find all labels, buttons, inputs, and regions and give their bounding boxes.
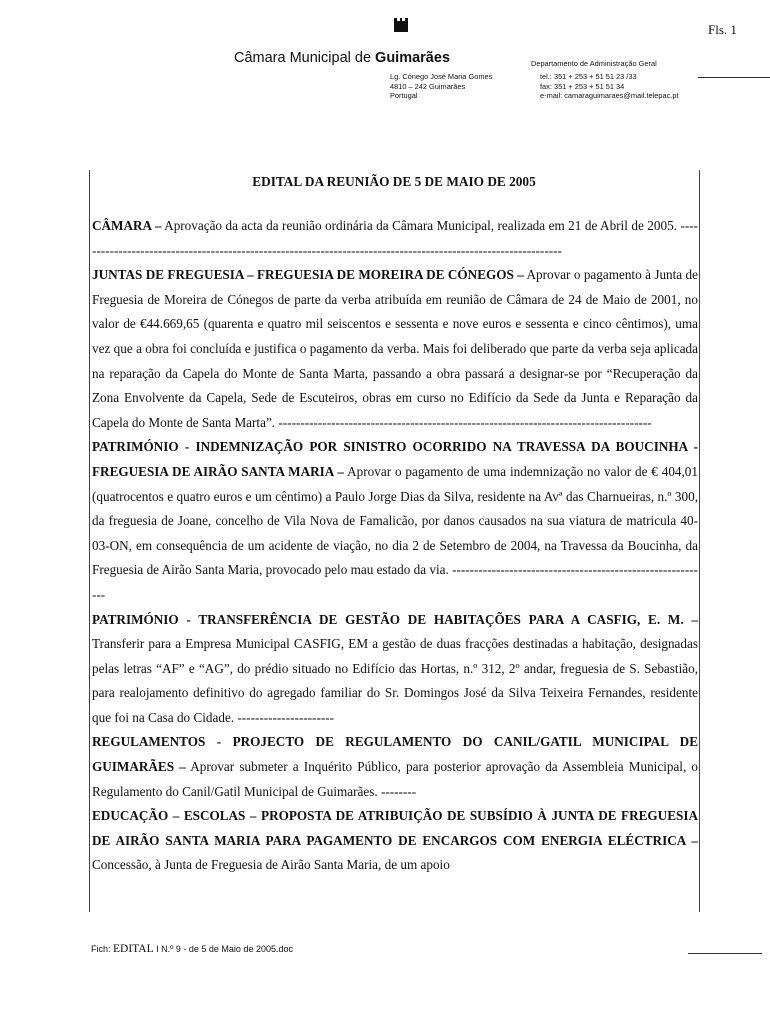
section-text: Aprovar o pagamento de uma indemnização no valor de € 404,01 (quatrocentos e quatro euros e um cêntimo) a Paulo Jorge Dias da Silva, residente na Avª das Charnueiras, n.º 300, da freguesia de Joane, concelho de Vila Nova de Famalicão, por danos causados na sua viatura de matricula 40-03-ON, em consequência de um acidente de viação, no dia 2 de Setembro de 2004, na Travessa da Boucinha, da Freguesia de Airão Santa Maria, provocado pelo mau estado da via. ----------------------------------------------------------- bbox=[92, 463, 698, 602]
left-margin-rule bbox=[89, 170, 90, 912]
castle-logo-icon bbox=[394, 18, 408, 32]
header-rule bbox=[698, 77, 770, 78]
section-text: Aprovação da acta da reunião ordinária da Câmara Municipal, realizada em 21 de Abril de 2005. --------------------------------------------------------------------------------------------------------------- bbox=[92, 218, 699, 258]
address-block bbox=[390, 72, 492, 101]
document-body bbox=[92, 214, 698, 878]
address-line: Portugal bbox=[390, 91, 418, 101]
section-paragraph bbox=[92, 730, 698, 804]
organization-prefix: Câmara Municipal de bbox=[234, 50, 376, 66]
signature-rule bbox=[688, 953, 762, 954]
footer-prefix: Fich: bbox=[91, 944, 114, 954]
document-title: EDITAL DA REUNIÃO DE 5 DE MAIO DE 2005 bbox=[252, 174, 536, 189]
section-heading: CÂMARA – bbox=[92, 218, 162, 233]
footer-doc-name: EDITAL bbox=[113, 943, 154, 955]
contact-email: e-mail: camaraguimaraes@mail.telepac.pt bbox=[540, 91, 679, 101]
page-number-label: Fls. 1 bbox=[708, 22, 737, 37]
address-line: 4810 – 242 Guimarães bbox=[390, 81, 466, 91]
right-margin-rule bbox=[699, 170, 700, 912]
section-text: Aprovar submeter a Inquérito Público, para posterior aprovação da Assembleia Municipal, o Regulamento do Canil/Gatil Municipal de Guimarães. -------- bbox=[92, 759, 698, 799]
section-heading: REGULAMENTOS - PROJECTO DE REGULAMENTO DO CANIL/GATIL MUNICIPAL DE GUIMARÃES – bbox=[92, 734, 698, 775]
organization-city: Guimarães bbox=[375, 50, 451, 66]
address-line: Lg. Cónego José Maria Gomes bbox=[390, 72, 493, 81]
section-paragraph bbox=[92, 263, 698, 435]
section-heading: EDUCAÇÃO – ESCOLAS – PROPOSTA DE ATRIBUIÇÃO DE SUBSÍDIO À JUNTA DE FREGUESIA DE AIRÃO SANTA MARIA PARA PAGAMENTO DE ENCARGOS COM ENERGIA ELÉCTRICA – bbox=[92, 808, 698, 848]
section-heading: PATRIMÓNIO - TRANSFERÊNCIA DE GESTÃO DE HABITAÇÕES PARA A CASFIG, E. M. – bbox=[92, 611, 698, 627]
contact-block bbox=[540, 72, 679, 101]
organization-name bbox=[234, 50, 450, 66]
contact-phone: tel.: 351 + 253 + 51 51 23 /33 bbox=[540, 72, 637, 81]
file-footer bbox=[91, 943, 293, 955]
footer-suffix: I N.º 9 - de 5 de Maio de 2005.doc bbox=[153, 944, 293, 954]
contact-fax: fax: 351 + 253 + 51 51 34 bbox=[540, 81, 625, 91]
section-text: Aprovar o pagamento à Junta de Freguesia de Moreira de Cónegos de parte da verba atribuída em reunião de Câmara de 24 de Maio de 2001, no valor de €44.669,65 (quarenta e quatro mil seiscentos e sessenta e nove euros e sessenta e cinco cêntimos), uma vez que a obra foi concluída e justifica o pagamento da verba. Mais foi deliberado que parte da verba seja aplicada na reparação da Capela do Monte de Santa Marta, passando a obra passará a designar-se por “Recuperação da Zona Envolvente da Capela, Sede de Escuteiros, obras em curso no Edifício da Sede da Junta e Reparação da Capela do Monte de Santa Marta”. ------------------------------------------------------------------------------------- bbox=[92, 267, 698, 430]
section-text: Concessão, à Junta de Freguesia de Airão Santa Maria, de um apoio bbox=[92, 857, 450, 873]
section-heading: PATRIMÓNIO - INDEMNIZAÇÃO POR SINISTRO OCORRIDO NA TRAVESSA DA BOUCINHA - FREGUESIA DE AIRÃO SANTA MARIA – bbox=[92, 439, 698, 479]
section-heading: JUNTAS DE FREGUESIA – FREGUESIA DE MOREIRA DE CÓNEGOS – bbox=[92, 267, 524, 283]
department-label: Departamento de Administração Geral bbox=[531, 59, 657, 68]
section-paragraph bbox=[92, 214, 698, 263]
section-paragraph bbox=[92, 435, 698, 607]
section-text: Transferir para a Empresa Municipal CASFIG, EM a gestão de duas fracções destinadas a habitação, designadas pelas letras “AF” e “AG”, do prédio situado no Edifício das Hortas, n.º 312, 2º andar, freguesia de S. Sebastião, para realojamento definitivo do agregado familiar do Sr. Domingos José da Silva Teixeira Fernandes, residente que foi na Casa do Cidade. ---------------------- bbox=[92, 636, 698, 725]
section-paragraph bbox=[92, 608, 698, 731]
section-paragraph bbox=[92, 804, 698, 878]
